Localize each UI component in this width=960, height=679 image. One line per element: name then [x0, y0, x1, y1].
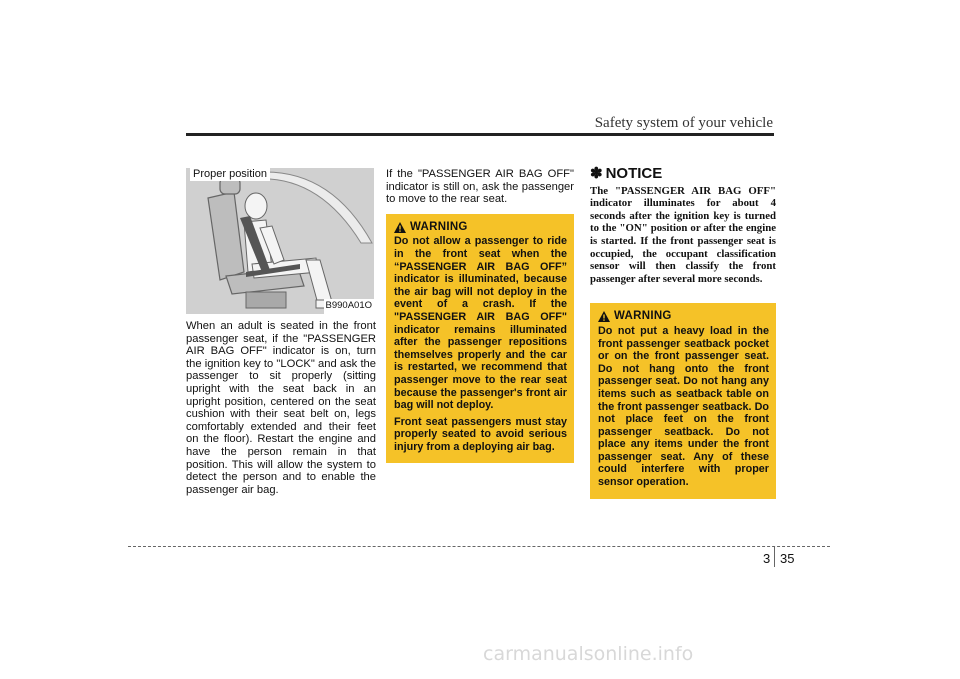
warning-title: WARNING — [410, 220, 468, 233]
col2-paragraph: If the "PASSENGER AIR BAG OFF" indicator is still on, ask the passenger to move to the rear seat. — [386, 168, 574, 206]
warning-triangle-icon — [394, 222, 406, 233]
footer-rule — [128, 546, 830, 547]
warning-title: WARNING — [614, 310, 672, 323]
watermark: carmanualsonline.info — [483, 643, 694, 665]
warning-paragraph-1: Do not allow a passenger to ride in the front seat when the “PASSENGER AIR BAG OFF” indicator is illuminated, because the air bag will not deploy in the event of a crash. If the "PASSENGER AIR BAG OFF" indicator remains illuminated after the passenger repositions themselves properly and the car is restarted, we recommend that passenger move to the rear seat because the passenger's front air bag will not deploy. — [394, 235, 567, 412]
notice-star-icon: ✽ — [590, 165, 603, 182]
warning-paragraph-2: Front seat passengers must stay properly seated to avoid serious injury from a deploying air bag. — [394, 415, 567, 453]
warning-box-seatback — [590, 303, 776, 498]
notice-title: NOTICE — [605, 165, 663, 182]
column-2 — [386, 168, 574, 463]
warning-triangle-icon — [598, 311, 610, 322]
header-rule — [186, 133, 774, 136]
page-header-title: Safety system of your vehicle — [594, 115, 773, 131]
page-number: 35 — [780, 551, 795, 566]
warning-box-passenger — [386, 214, 574, 464]
notice-text: The "PASSENGER AIR BAG OFF" indicator illuminates for about 4 seconds after the ignition key is turned to the "ON" position or after the engine is started. If the front passenger seat is occupied, the occupant classification sensor will then classify the front passenger after several more seconds. — [590, 184, 776, 285]
figure-code: B990A01O — [324, 299, 374, 314]
seat-illustration — [186, 168, 374, 314]
figure-label: Proper position — [190, 168, 270, 181]
seated-passenger-drawing — [186, 168, 374, 314]
warning-paragraph-1: Do not put a heavy load in the front passenger seatback pocket or on the front passenger seat. Do not hang onto the front passenger seat. Do not hang any items such as seatback table on the front passenger seatback. Do not place feet on the front passenger seatback. Do not place any items under the front passenger seat. Any of these could interfere with proper sensor operation. — [598, 324, 769, 489]
notice-heading — [590, 165, 776, 182]
col1-paragraph: When an adult is seated in the front passenger seat, if the "PASSENGER AIR BAG OFF" indicator is on, turn the ignition key to "LOCK" and ask the passenger to sit properly (sitting upright with the seat back in an upright position, centered on the seat cushion with their seat belt on, legs comfortably extended and their feet on the floor). Restart the engine and have the person remain in that position. This will allow the system to detect the person and to enable the passenger air bag. — [186, 320, 376, 496]
column-3 — [590, 165, 776, 499]
section-number: 3 — [763, 551, 771, 566]
column-1 — [186, 168, 376, 496]
footer-divider — [774, 547, 775, 567]
